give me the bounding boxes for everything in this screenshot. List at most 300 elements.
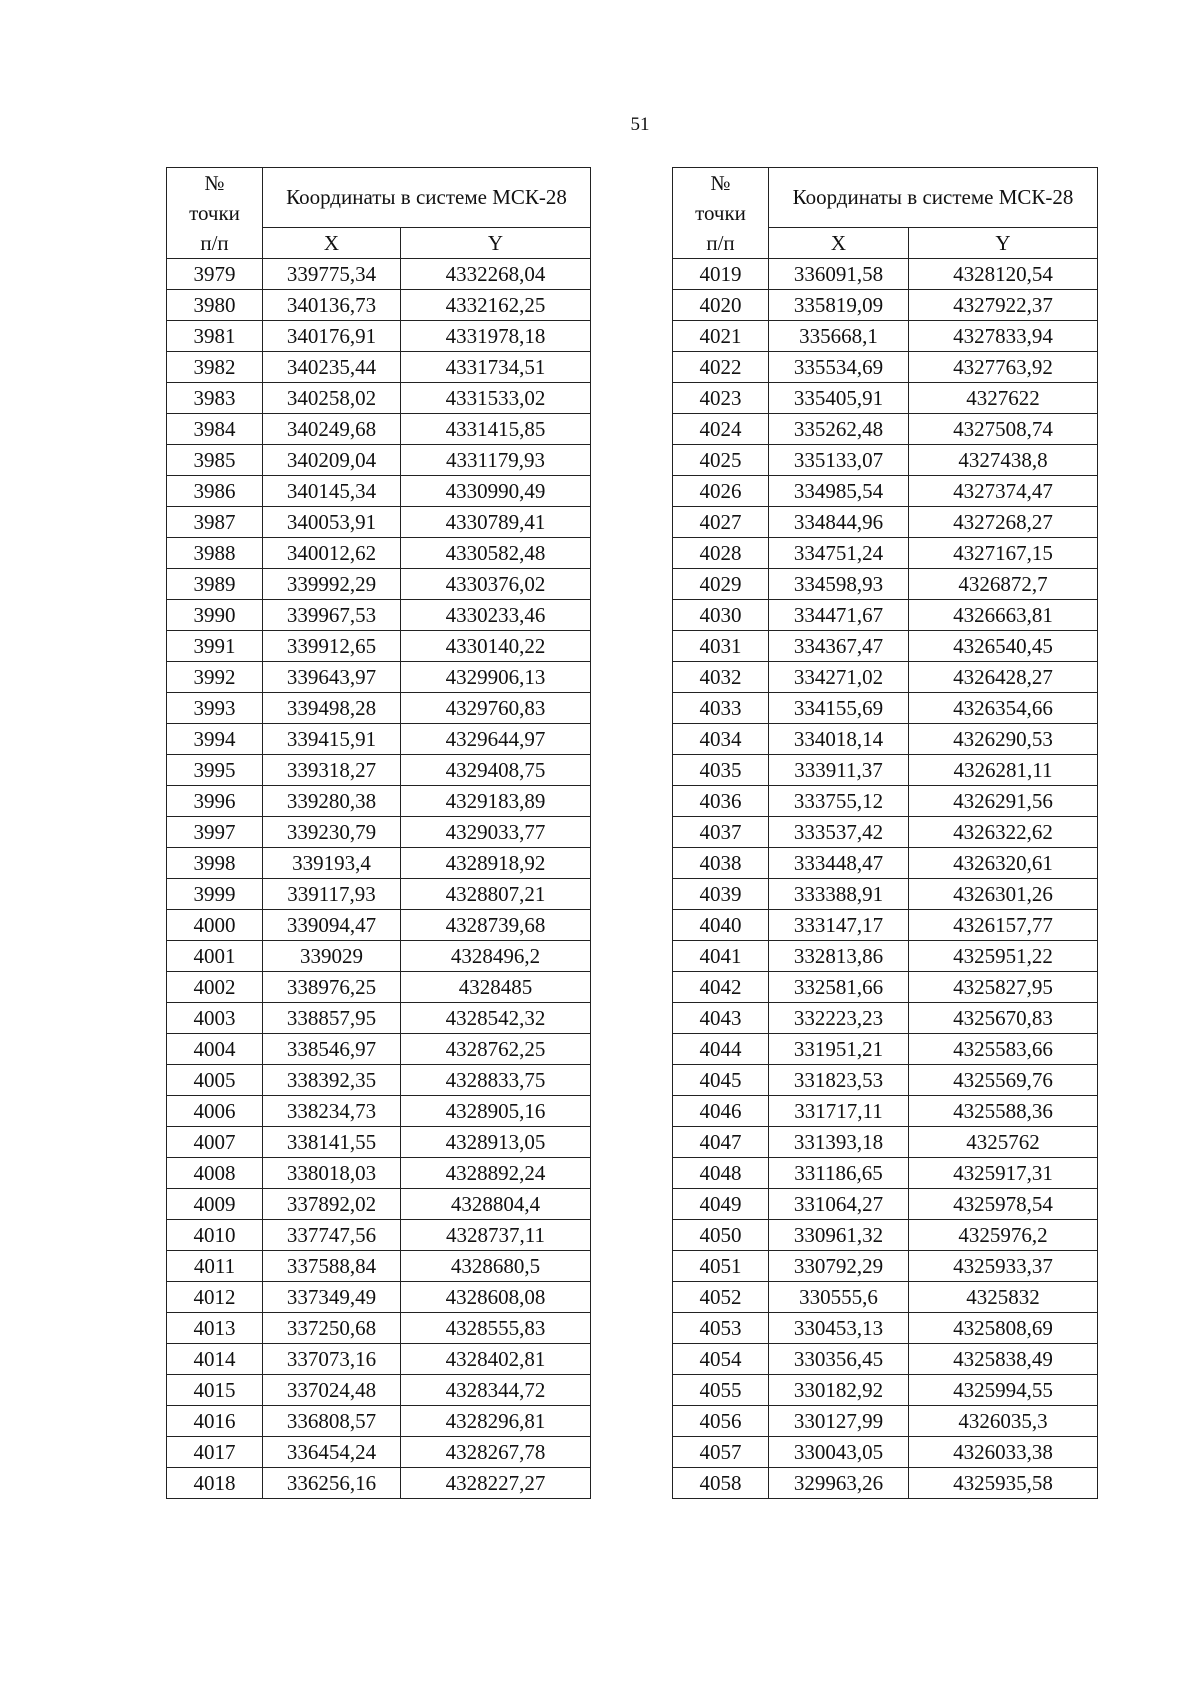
cell-x: 334018,14 [769, 724, 909, 755]
cell-y: 4328762,25 [401, 1034, 591, 1065]
table-row [673, 352, 1098, 383]
cell-x: 334844,96 [769, 507, 909, 538]
table-row [673, 972, 1098, 1003]
cell-x: 331186,65 [769, 1158, 909, 1189]
cell-x: 339094,47 [263, 910, 401, 941]
cell-x: 340012,62 [263, 538, 401, 569]
table-row [167, 600, 591, 631]
table-row [673, 569, 1098, 600]
cell-x: 331823,53 [769, 1065, 909, 1096]
cell-point-number: 3998 [167, 848, 263, 879]
cell-point-number: 4022 [673, 352, 769, 383]
cell-x: 335405,91 [769, 383, 909, 414]
cell-x: 330792,29 [769, 1251, 909, 1282]
table-row [167, 786, 591, 817]
cell-x: 340053,91 [263, 507, 401, 538]
cell-y: 4325569,76 [909, 1065, 1098, 1096]
cell-point-number: 4034 [673, 724, 769, 755]
cell-x: 335262,48 [769, 414, 909, 445]
cell-y: 4325978,54 [909, 1189, 1098, 1220]
cell-y: 4326157,77 [909, 910, 1098, 941]
cell-point-number: 4031 [673, 631, 769, 662]
cell-y: 4328120,54 [909, 259, 1098, 290]
header-point-number: № точки п/п [167, 168, 263, 259]
cell-y: 4331978,18 [401, 321, 591, 352]
cell-x: 340145,34 [263, 476, 401, 507]
cell-y: 4328296,81 [401, 1406, 591, 1437]
cell-x: 334155,69 [769, 693, 909, 724]
cell-x: 334985,54 [769, 476, 909, 507]
cell-point-number: 3990 [167, 600, 263, 631]
table-row [673, 1220, 1098, 1251]
cell-y: 4325583,66 [909, 1034, 1098, 1065]
cell-point-number: 4002 [167, 972, 263, 1003]
cell-y: 4326281,11 [909, 755, 1098, 786]
cell-point-number: 4044 [673, 1034, 769, 1065]
cell-y: 4325951,22 [909, 941, 1098, 972]
cell-x: 335819,09 [769, 290, 909, 321]
cell-x: 338018,03 [263, 1158, 401, 1189]
cell-point-number: 4050 [673, 1220, 769, 1251]
cell-x: 339280,38 [263, 786, 401, 817]
cell-y: 4325976,2 [909, 1220, 1098, 1251]
table-row [167, 476, 591, 507]
cell-y: 4328227,27 [401, 1468, 591, 1499]
cell-y: 4327833,94 [909, 321, 1098, 352]
cell-x: 339967,53 [263, 600, 401, 631]
cell-y: 4325808,69 [909, 1313, 1098, 1344]
cell-y: 4326322,62 [909, 817, 1098, 848]
cell-x: 339193,4 [263, 848, 401, 879]
cell-y: 4325827,95 [909, 972, 1098, 1003]
table-row [167, 1251, 591, 1282]
cell-y: 4330233,46 [401, 600, 591, 631]
cell-point-number: 4036 [673, 786, 769, 817]
cell-y: 4328913,05 [401, 1127, 591, 1158]
cell-y: 4328267,78 [401, 1437, 591, 1468]
cell-point-number: 4058 [673, 1468, 769, 1499]
cell-x: 335668,1 [769, 321, 909, 352]
cell-point-number: 4021 [673, 321, 769, 352]
cell-point-number: 4010 [167, 1220, 263, 1251]
cell-y: 4325994,55 [909, 1375, 1098, 1406]
cell-y: 4330990,49 [401, 476, 591, 507]
cell-x: 335534,69 [769, 352, 909, 383]
cell-point-number: 4040 [673, 910, 769, 941]
cell-point-number: 3996 [167, 786, 263, 817]
cell-y: 4329408,75 [401, 755, 591, 786]
table-row [167, 445, 591, 476]
cell-x: 330555,6 [769, 1282, 909, 1313]
cell-y: 4330582,48 [401, 538, 591, 569]
cell-y: 4329906,13 [401, 662, 591, 693]
cell-point-number: 3984 [167, 414, 263, 445]
table-row [167, 352, 591, 383]
cell-point-number: 4032 [673, 662, 769, 693]
cell-point-number: 4033 [673, 693, 769, 724]
cell-x: 337747,56 [263, 1220, 401, 1251]
cell-y: 4328833,75 [401, 1065, 591, 1096]
table-row [167, 1189, 591, 1220]
cell-point-number: 4012 [167, 1282, 263, 1313]
cell-point-number: 4001 [167, 941, 263, 972]
cell-x: 331393,18 [769, 1127, 909, 1158]
cell-x: 338392,35 [263, 1065, 401, 1096]
cell-x: 330127,99 [769, 1406, 909, 1437]
table-row [673, 1003, 1098, 1034]
cell-x: 336454,24 [263, 1437, 401, 1468]
page-number: 51 [630, 114, 650, 135]
cell-x: 339775,34 [263, 259, 401, 290]
cell-y: 4326035,3 [909, 1406, 1098, 1437]
cell-x: 332223,23 [769, 1003, 909, 1034]
cell-point-number: 4048 [673, 1158, 769, 1189]
table-row [167, 321, 591, 352]
cell-point-number: 3995 [167, 755, 263, 786]
table-row [673, 383, 1098, 414]
table-row [167, 662, 591, 693]
cell-x: 333147,17 [769, 910, 909, 941]
table-row [673, 755, 1098, 786]
cell-point-number: 3999 [167, 879, 263, 910]
cell-y: 4328555,83 [401, 1313, 591, 1344]
cell-point-number: 4035 [673, 755, 769, 786]
cell-y: 4327508,74 [909, 414, 1098, 445]
cell-point-number: 3985 [167, 445, 263, 476]
cell-y: 4325838,49 [909, 1344, 1098, 1375]
cell-point-number: 4029 [673, 569, 769, 600]
coordinates-table-left [166, 167, 591, 1499]
table-row [167, 1127, 591, 1158]
table-row [167, 1344, 591, 1375]
cell-x: 337024,48 [263, 1375, 401, 1406]
cell-x: 330356,45 [769, 1344, 909, 1375]
cell-x: 338234,73 [263, 1096, 401, 1127]
cell-x: 338857,95 [263, 1003, 401, 1034]
cell-x: 334271,02 [769, 662, 909, 693]
cell-point-number: 4055 [673, 1375, 769, 1406]
table-row [673, 941, 1098, 972]
cell-y: 4326540,45 [909, 631, 1098, 662]
cell-y: 4331415,85 [401, 414, 591, 445]
table-row [673, 910, 1098, 941]
cell-point-number: 4005 [167, 1065, 263, 1096]
table-row [167, 1034, 591, 1065]
cell-y: 4326872,7 [909, 569, 1098, 600]
cell-point-number: 4026 [673, 476, 769, 507]
table-row [167, 290, 591, 321]
cell-x: 331064,27 [769, 1189, 909, 1220]
cell-x: 333448,47 [769, 848, 909, 879]
cell-y: 4325588,36 [909, 1096, 1098, 1127]
cell-y: 4329183,89 [401, 786, 591, 817]
cell-point-number: 4000 [167, 910, 263, 941]
cell-y: 4329760,83 [401, 693, 591, 724]
cell-point-number: 4052 [673, 1282, 769, 1313]
table-row [673, 1251, 1098, 1282]
table-row [167, 1375, 591, 1406]
cell-x: 333755,12 [769, 786, 909, 817]
cell-y: 4328542,32 [401, 1003, 591, 1034]
cell-y: 4328485 [401, 972, 591, 1003]
cell-x: 333388,91 [769, 879, 909, 910]
table-row [167, 1220, 591, 1251]
table-row [673, 1034, 1098, 1065]
cell-x: 331717,11 [769, 1096, 909, 1127]
cell-point-number: 4016 [167, 1406, 263, 1437]
cell-x: 329963,26 [769, 1468, 909, 1499]
table-row [167, 941, 591, 972]
cell-point-number: 4014 [167, 1344, 263, 1375]
cell-x: 337892,02 [263, 1189, 401, 1220]
table-row [167, 755, 591, 786]
cell-x: 334751,24 [769, 538, 909, 569]
cell-y: 4326320,61 [909, 848, 1098, 879]
cell-point-number: 4020 [673, 290, 769, 321]
cell-x: 334367,47 [769, 631, 909, 662]
table-row [673, 786, 1098, 817]
table-row [673, 1096, 1098, 1127]
coordinates-table-right [672, 167, 1098, 1499]
cell-y: 4328804,4 [401, 1189, 591, 1220]
cell-point-number: 4049 [673, 1189, 769, 1220]
header-point-number: № точки п/п [673, 168, 769, 259]
cell-point-number: 4024 [673, 414, 769, 445]
cell-y: 4326301,26 [909, 879, 1098, 910]
cell-point-number: 4037 [673, 817, 769, 848]
table-row [167, 1406, 591, 1437]
cell-y: 4330789,41 [401, 507, 591, 538]
cell-y: 4325917,31 [909, 1158, 1098, 1189]
cell-y: 4332268,04 [401, 259, 591, 290]
cell-x: 336256,16 [263, 1468, 401, 1499]
table-row [167, 1158, 591, 1189]
table-row [167, 569, 591, 600]
table-row [167, 1313, 591, 1344]
table-row [673, 848, 1098, 879]
cell-point-number: 3989 [167, 569, 263, 600]
cell-y: 4328680,5 [401, 1251, 591, 1282]
cell-y: 4325670,83 [909, 1003, 1098, 1034]
cell-point-number: 3991 [167, 631, 263, 662]
cell-x: 333537,42 [769, 817, 909, 848]
table-row [673, 724, 1098, 755]
table-row [167, 817, 591, 848]
cell-y: 4328905,16 [401, 1096, 591, 1127]
cell-point-number: 4017 [167, 1437, 263, 1468]
cell-y: 4328892,24 [401, 1158, 591, 1189]
cell-y: 4325762 [909, 1127, 1098, 1158]
cell-x: 339643,97 [263, 662, 401, 693]
cell-point-number: 4054 [673, 1344, 769, 1375]
table-row [167, 507, 591, 538]
table-row [673, 1437, 1098, 1468]
table-row [673, 631, 1098, 662]
table-row [673, 1313, 1098, 1344]
table-row [167, 1003, 591, 1034]
cell-x: 336808,57 [263, 1406, 401, 1437]
table-row [167, 259, 591, 290]
cell-y: 4331179,93 [401, 445, 591, 476]
cell-point-number: 4006 [167, 1096, 263, 1127]
cell-y: 4328344,72 [401, 1375, 591, 1406]
table-row [673, 1065, 1098, 1096]
table-row [167, 879, 591, 910]
table-row [167, 538, 591, 569]
cell-point-number: 4004 [167, 1034, 263, 1065]
cell-x: 336091,58 [769, 259, 909, 290]
cell-y: 4326663,81 [909, 600, 1098, 631]
cell-y: 4326033,38 [909, 1437, 1098, 1468]
cell-y: 4328402,81 [401, 1344, 591, 1375]
cell-x: 339230,79 [263, 817, 401, 848]
cell-y: 4327438,8 [909, 445, 1098, 476]
cell-y: 4329033,77 [401, 817, 591, 848]
cell-x: 337073,16 [263, 1344, 401, 1375]
table-row [167, 414, 591, 445]
cell-y: 4326291,56 [909, 786, 1098, 817]
cell-point-number: 4018 [167, 1468, 263, 1499]
table-row [673, 693, 1098, 724]
cell-point-number: 3993 [167, 693, 263, 724]
cell-x: 339498,28 [263, 693, 401, 724]
cell-x: 339912,65 [263, 631, 401, 662]
table-row [167, 693, 591, 724]
cell-y: 4328608,08 [401, 1282, 591, 1313]
header-y: Y [401, 227, 591, 258]
table-row [673, 476, 1098, 507]
table-row [167, 1437, 591, 1468]
cell-point-number: 4019 [673, 259, 769, 290]
cell-y: 4327622 [909, 383, 1098, 414]
cell-x: 339992,29 [263, 569, 401, 600]
header-y: Y [909, 227, 1098, 258]
table-row [673, 1375, 1098, 1406]
cell-y: 4327374,47 [909, 476, 1098, 507]
cell-x: 334598,93 [769, 569, 909, 600]
table-row [167, 972, 591, 1003]
cell-point-number: 4007 [167, 1127, 263, 1158]
cell-y: 4327922,37 [909, 290, 1098, 321]
cell-x: 339029 [263, 941, 401, 972]
table-row [673, 879, 1098, 910]
cell-point-number: 4051 [673, 1251, 769, 1282]
table-row [673, 259, 1098, 290]
table-row [673, 1406, 1098, 1437]
cell-point-number: 4042 [673, 972, 769, 1003]
table-row [673, 1282, 1098, 1313]
cell-x: 334471,67 [769, 600, 909, 631]
cell-point-number: 4028 [673, 538, 769, 569]
cell-x: 330043,05 [769, 1437, 909, 1468]
cell-y: 4326354,66 [909, 693, 1098, 724]
cell-point-number: 3980 [167, 290, 263, 321]
table-row [167, 631, 591, 662]
cell-y: 4325832 [909, 1282, 1098, 1313]
table-row [167, 1065, 591, 1096]
cell-point-number: 3981 [167, 321, 263, 352]
cell-point-number: 4008 [167, 1158, 263, 1189]
header-x: X [769, 227, 909, 258]
cell-point-number: 3986 [167, 476, 263, 507]
cell-y: 4328807,21 [401, 879, 591, 910]
cell-y: 4327763,92 [909, 352, 1098, 383]
cell-x: 337250,68 [263, 1313, 401, 1344]
cell-x: 339415,91 [263, 724, 401, 755]
cell-y: 4328496,2 [401, 941, 591, 972]
cell-point-number: 4023 [673, 383, 769, 414]
table-row [167, 1282, 591, 1313]
cell-y: 4325933,37 [909, 1251, 1098, 1282]
cell-y: 4325935,58 [909, 1468, 1098, 1499]
table-row [167, 724, 591, 755]
cell-point-number: 3994 [167, 724, 263, 755]
cell-x: 338141,55 [263, 1127, 401, 1158]
cell-x: 333911,37 [769, 755, 909, 786]
cell-x: 335133,07 [769, 445, 909, 476]
cell-x: 340209,04 [263, 445, 401, 476]
table-row [167, 848, 591, 879]
cell-y: 4330376,02 [401, 569, 591, 600]
cell-x: 330961,32 [769, 1220, 909, 1251]
table-row [673, 414, 1098, 445]
cell-point-number: 4011 [167, 1251, 263, 1282]
cell-y: 4331734,51 [401, 352, 591, 383]
table-row [673, 445, 1098, 476]
cell-y: 4329644,97 [401, 724, 591, 755]
cell-y: 4327268,27 [909, 507, 1098, 538]
cell-x: 340235,44 [263, 352, 401, 383]
cell-y: 4326428,27 [909, 662, 1098, 693]
cell-y: 4326290,53 [909, 724, 1098, 755]
table-row [673, 600, 1098, 631]
cell-x: 340258,02 [263, 383, 401, 414]
cell-point-number: 3992 [167, 662, 263, 693]
cell-x: 339318,27 [263, 755, 401, 786]
table-row [167, 910, 591, 941]
table-row [673, 1158, 1098, 1189]
table-row [673, 1127, 1098, 1158]
cell-x: 338976,25 [263, 972, 401, 1003]
cell-point-number: 4057 [673, 1437, 769, 1468]
cell-point-number: 4045 [673, 1065, 769, 1096]
cell-x: 340136,73 [263, 290, 401, 321]
cell-x: 330182,92 [769, 1375, 909, 1406]
cell-point-number: 4043 [673, 1003, 769, 1034]
table-row [673, 321, 1098, 352]
table-row [673, 538, 1098, 569]
header-coordinates: Координаты в системе МСК-28 [263, 168, 591, 228]
table-row [673, 817, 1098, 848]
cell-point-number: 3997 [167, 817, 263, 848]
cell-y: 4327167,15 [909, 538, 1098, 569]
cell-x: 330453,13 [769, 1313, 909, 1344]
cell-point-number: 4009 [167, 1189, 263, 1220]
cell-y: 4330140,22 [401, 631, 591, 662]
cell-y: 4328737,11 [401, 1220, 591, 1251]
cell-point-number: 3982 [167, 352, 263, 383]
cell-point-number: 4053 [673, 1313, 769, 1344]
cell-y: 4331533,02 [401, 383, 591, 414]
cell-point-number: 3979 [167, 259, 263, 290]
cell-point-number: 4046 [673, 1096, 769, 1127]
cell-x: 340176,91 [263, 321, 401, 352]
cell-y: 4328739,68 [401, 910, 591, 941]
cell-point-number: 4056 [673, 1406, 769, 1437]
cell-x: 337588,84 [263, 1251, 401, 1282]
table-row [673, 662, 1098, 693]
cell-y: 4328918,92 [401, 848, 591, 879]
